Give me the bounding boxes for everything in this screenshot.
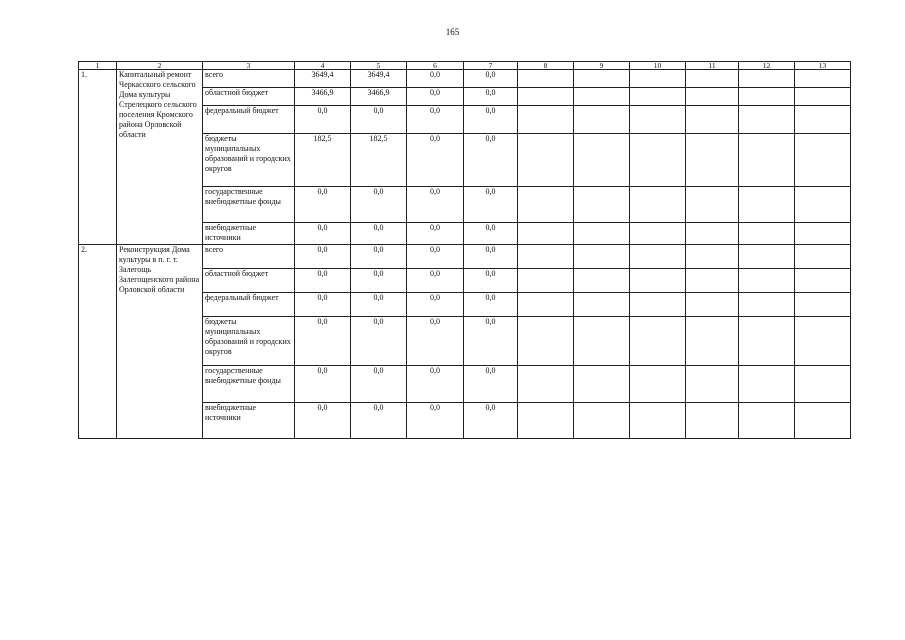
empty-cell xyxy=(795,88,851,106)
empty-cell xyxy=(518,106,574,134)
empty-cell xyxy=(630,269,686,293)
column-number-header: 7 xyxy=(464,62,518,70)
empty-cell xyxy=(574,293,630,317)
empty-cell xyxy=(574,245,630,269)
amount-cell: 0,0 xyxy=(464,70,518,88)
empty-cell xyxy=(630,366,686,403)
amount-cell: 0,0 xyxy=(295,317,351,366)
funding-source: бюджеты муниципальных образований и городских округов xyxy=(203,134,295,187)
empty-cell xyxy=(630,293,686,317)
empty-cell xyxy=(518,403,574,439)
empty-cell xyxy=(795,317,851,366)
project-name: Капитальный ремонт Черкасского сельского Дома культуры Стрелецкого сельского поселения Кромского района Орловской области xyxy=(117,70,203,245)
amount-cell: 0,0 xyxy=(407,317,464,366)
empty-cell xyxy=(630,187,686,223)
empty-cell xyxy=(739,269,795,293)
amount-cell: 3649,4 xyxy=(351,70,407,88)
amount-cell: 0,0 xyxy=(295,269,351,293)
amount-cell: 0,0 xyxy=(407,403,464,439)
empty-cell xyxy=(686,269,739,293)
empty-cell xyxy=(518,317,574,366)
column-number-header: 13 xyxy=(795,62,851,70)
amount-cell: 0,0 xyxy=(295,403,351,439)
empty-cell xyxy=(739,187,795,223)
amount-cell: 0,0 xyxy=(351,223,407,245)
amount-cell: 0,0 xyxy=(351,106,407,134)
amount-cell: 0,0 xyxy=(464,269,518,293)
empty-cell xyxy=(795,134,851,187)
column-number-header: 6 xyxy=(407,62,464,70)
empty-cell xyxy=(630,70,686,88)
funding-source: внебюджетные источники xyxy=(203,403,295,439)
amount-cell: 0,0 xyxy=(407,106,464,134)
amount-cell: 0,0 xyxy=(464,403,518,439)
amount-cell: 0,0 xyxy=(464,293,518,317)
empty-cell xyxy=(574,70,630,88)
amount-cell: 0,0 xyxy=(464,366,518,403)
empty-cell xyxy=(739,223,795,245)
empty-cell xyxy=(518,293,574,317)
empty-cell xyxy=(574,106,630,134)
column-number-header: 11 xyxy=(686,62,739,70)
empty-cell xyxy=(795,293,851,317)
empty-cell xyxy=(686,187,739,223)
budget-table xyxy=(78,61,851,439)
funding-source: федеральный бюджет xyxy=(203,106,295,134)
empty-cell xyxy=(795,187,851,223)
table-body xyxy=(79,62,851,439)
empty-cell xyxy=(630,403,686,439)
empty-cell xyxy=(686,245,739,269)
empty-cell xyxy=(795,70,851,88)
empty-cell xyxy=(686,317,739,366)
column-number-header: 12 xyxy=(739,62,795,70)
amount-cell: 0,0 xyxy=(464,317,518,366)
empty-cell xyxy=(739,134,795,187)
empty-cell xyxy=(739,403,795,439)
column-number-header: 4 xyxy=(295,62,351,70)
amount-cell: 0,0 xyxy=(295,187,351,223)
amount-cell: 0,0 xyxy=(295,366,351,403)
amount-cell: 0,0 xyxy=(407,187,464,223)
amount-cell: 0,0 xyxy=(407,269,464,293)
column-number-header: 5 xyxy=(351,62,407,70)
amount-cell: 0,0 xyxy=(351,245,407,269)
table-row xyxy=(79,245,851,269)
funding-source: федеральный бюджет xyxy=(203,293,295,317)
empty-cell xyxy=(518,70,574,88)
empty-cell xyxy=(739,245,795,269)
amount-cell: 0,0 xyxy=(295,106,351,134)
empty-cell xyxy=(739,88,795,106)
empty-cell xyxy=(518,366,574,403)
empty-cell xyxy=(739,293,795,317)
amount-cell: 0,0 xyxy=(464,106,518,134)
empty-cell xyxy=(686,106,739,134)
amount-cell: 0,0 xyxy=(407,88,464,106)
empty-cell xyxy=(795,106,851,134)
column-number-header: 8 xyxy=(518,62,574,70)
amount-cell: 0,0 xyxy=(407,366,464,403)
amount-cell: 3466,9 xyxy=(295,88,351,106)
funding-source: внебюджетные источники xyxy=(203,223,295,245)
empty-cell xyxy=(739,70,795,88)
column-number-header: 3 xyxy=(203,62,295,70)
project-number: 1. xyxy=(79,70,117,245)
amount-cell: 0,0 xyxy=(351,269,407,293)
empty-cell xyxy=(686,223,739,245)
empty-cell xyxy=(630,245,686,269)
empty-cell xyxy=(686,88,739,106)
empty-cell xyxy=(795,366,851,403)
funding-source: государственные внебюджетные фонды xyxy=(203,366,295,403)
amount-cell: 0,0 xyxy=(407,134,464,187)
empty-cell xyxy=(518,223,574,245)
funding-source: всего xyxy=(203,245,295,269)
amount-cell: 0,0 xyxy=(464,223,518,245)
amount-cell: 0,0 xyxy=(295,293,351,317)
amount-cell: 0,0 xyxy=(407,70,464,88)
amount-cell: 0,0 xyxy=(464,88,518,106)
amount-cell: 0,0 xyxy=(407,245,464,269)
empty-cell xyxy=(630,223,686,245)
amount-cell: 0,0 xyxy=(464,134,518,187)
empty-cell xyxy=(574,88,630,106)
empty-cell xyxy=(739,366,795,403)
empty-cell xyxy=(686,403,739,439)
amount-cell: 0,0 xyxy=(295,223,351,245)
amount-cell: 3466,9 xyxy=(351,88,407,106)
empty-cell xyxy=(686,134,739,187)
page-number: 165 xyxy=(445,27,460,37)
project-number: 2. xyxy=(79,245,117,439)
amount-cell: 0,0 xyxy=(351,403,407,439)
empty-cell xyxy=(795,403,851,439)
funding-source: бюджеты муниципальных образований и городских округов xyxy=(203,317,295,366)
amount-cell: 0,0 xyxy=(351,293,407,317)
column-number-header: 9 xyxy=(574,62,630,70)
empty-cell xyxy=(574,134,630,187)
funding-source: всего xyxy=(203,70,295,88)
column-number-header: 1 xyxy=(79,62,117,70)
empty-cell xyxy=(518,134,574,187)
empty-cell xyxy=(518,269,574,293)
empty-cell xyxy=(630,106,686,134)
empty-cell xyxy=(630,134,686,187)
funding-source: государственные внебюджетные фонды xyxy=(203,187,295,223)
empty-cell xyxy=(739,317,795,366)
column-number-header: 10 xyxy=(630,62,686,70)
amount-cell: 0,0 xyxy=(407,223,464,245)
amount-cell: 0,0 xyxy=(351,317,407,366)
empty-cell xyxy=(739,106,795,134)
empty-cell xyxy=(574,317,630,366)
empty-cell xyxy=(518,88,574,106)
empty-cell xyxy=(630,88,686,106)
empty-cell xyxy=(686,293,739,317)
empty-cell xyxy=(574,269,630,293)
empty-cell xyxy=(574,187,630,223)
amount-cell: 0,0 xyxy=(464,187,518,223)
column-number-header: 2 xyxy=(117,62,203,70)
empty-cell xyxy=(574,366,630,403)
project-name: Реконструкция Дома культуры в п. г. т. Залегощь Залегощенского района Орловской области xyxy=(117,245,203,439)
column-number-row xyxy=(79,62,851,70)
empty-cell xyxy=(795,245,851,269)
amount-cell: 0,0 xyxy=(464,245,518,269)
empty-cell xyxy=(686,70,739,88)
amount-cell: 0,0 xyxy=(295,245,351,269)
amount-cell: 182,5 xyxy=(351,134,407,187)
empty-cell xyxy=(630,317,686,366)
empty-cell xyxy=(574,403,630,439)
funding-source: областной бюджет xyxy=(203,88,295,106)
empty-cell xyxy=(795,269,851,293)
funding-source: областной бюджет xyxy=(203,269,295,293)
amount-cell: 0,0 xyxy=(407,293,464,317)
empty-cell xyxy=(795,223,851,245)
empty-cell xyxy=(518,245,574,269)
amount-cell: 182,5 xyxy=(295,134,351,187)
empty-cell xyxy=(518,187,574,223)
empty-cell xyxy=(574,223,630,245)
amount-cell: 0,0 xyxy=(351,366,407,403)
empty-cell xyxy=(686,366,739,403)
table-row xyxy=(79,70,851,88)
amount-cell: 3649,4 xyxy=(295,70,351,88)
amount-cell: 0,0 xyxy=(351,187,407,223)
